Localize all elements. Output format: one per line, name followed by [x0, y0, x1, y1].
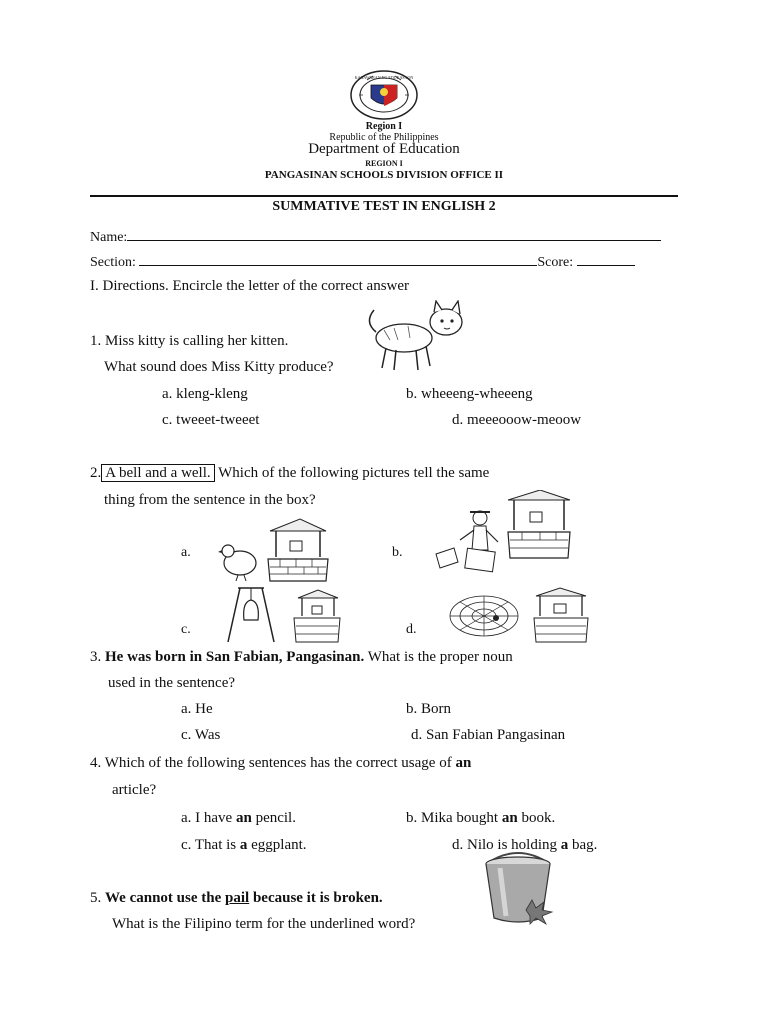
q4-b-end: book.: [517, 810, 556, 826]
q4-a-bold: an: [235, 810, 252, 826]
section-score-row: [90, 254, 635, 271]
name-label: Name:: [90, 230, 128, 245]
section-blank[interactable]: [139, 254, 537, 266]
q2-question: Which of the following pictures tell the same: [218, 465, 490, 481]
q1-option-d[interactable]: d. meeeooow-meoow: [452, 412, 582, 428]
header-divider: [90, 195, 678, 197]
q4-option-a[interactable]: [181, 810, 296, 827]
q4-c-bold: a: [239, 837, 248, 853]
q1-line2: What sound does Miss Kitty produce?: [104, 359, 334, 375]
region-caps-label: REGION I: [365, 159, 403, 168]
q3-option-c[interactable]: c. Was: [181, 727, 221, 743]
q4-d-text: d. Nilo is holding: [452, 837, 561, 853]
q4-line1: [90, 755, 471, 772]
q3-option-b[interactable]: b. Born: [406, 701, 451, 717]
division-label: PANGASINAN SCHOOLS DIVISION OFFICE II: [264, 169, 504, 181]
q4-c-text: c. That is: [181, 837, 240, 853]
q4-a-end: pencil.: [251, 810, 296, 826]
q5-sentence-end: because it is broken.: [249, 890, 383, 906]
q2-number: 2.: [90, 465, 102, 481]
q3-option-a[interactable]: a. He: [181, 701, 213, 717]
q1-option-b[interactable]: b. wheeeng-wheeeng: [406, 386, 533, 402]
q3-option-d[interactable]: d. San Fabian Pangasinan: [411, 727, 566, 743]
q2-boxed-sentence: A bell and a well.: [101, 464, 214, 482]
q3-line1: [90, 649, 513, 666]
deped-seal-logo: [349, 70, 419, 120]
q1-line1: 1. Miss kitty is calling her kitten.: [90, 333, 289, 349]
q5-sentence-start: We cannot use the: [105, 890, 225, 906]
bird-and-well-picture: [218, 517, 330, 583]
directions-text: I. Directions. Encircle the letter of the correct answer: [90, 278, 410, 294]
score-label: Score:: [537, 255, 574, 270]
q4-b-bold: an: [501, 810, 518, 826]
q5-line1: [90, 890, 383, 907]
q2-option-b[interactable]: b.: [392, 545, 403, 560]
q2-option-c[interactable]: c.: [181, 622, 191, 637]
q3-sentence: He was born in San Fabian, Pangasinan.: [105, 649, 365, 665]
section-label: Section:: [90, 255, 136, 270]
q2-option-a[interactable]: a.: [181, 545, 191, 560]
q1-option-c[interactable]: c. tweeet-tweeet: [162, 412, 260, 428]
man-and-well-picture: [430, 490, 580, 574]
test-title: SUMMATIVE TEST IN ENGLISH 2: [272, 199, 496, 214]
region-small-label: Region I: [365, 121, 403, 132]
cat-picture: [354, 300, 470, 372]
q4-option-c[interactable]: [181, 837, 307, 854]
bell-and-well-picture: [218, 586, 344, 644]
department-title: Department of Education: [308, 141, 460, 157]
q4-b-text: b. Mika bought: [406, 810, 502, 826]
q4-d-bold: a: [560, 837, 569, 853]
q5-underlined-word: pail: [225, 890, 250, 906]
q3-number: 3.: [90, 649, 102, 665]
q2-line1: [90, 465, 489, 482]
q4-a-text: a. I have: [181, 810, 236, 826]
q5-line2: What is the Filipino term for the underlined word?: [112, 916, 416, 932]
name-field[interactable]: [90, 229, 661, 246]
q3-question: What is the proper noun: [364, 649, 513, 665]
name-blank[interactable]: [127, 229, 661, 241]
web-and-well-picture: [444, 586, 592, 644]
q5-number: 5.: [90, 890, 105, 906]
q4-question: 4. Which of the following sentences has the correct usage of: [90, 755, 456, 771]
q3-line2: used in the sentence?: [108, 675, 236, 691]
q4-option-b[interactable]: [406, 810, 555, 827]
broken-pail-picture: [476, 850, 560, 926]
q2-option-d[interactable]: d.: [406, 622, 417, 637]
q4-article-word: an: [455, 755, 472, 771]
score-blank[interactable]: [577, 254, 635, 266]
q1-option-a[interactable]: a. kleng-kleng: [162, 386, 248, 402]
q4-c-end: eggplant.: [247, 837, 307, 853]
logo-ring-text: KAGAWARAN NG EDUKASYON: [354, 75, 414, 80]
q4-d-end: bag.: [568, 837, 598, 853]
q4-line2: article?: [112, 782, 157, 798]
q2-line2: thing from the sentence in the box?: [104, 492, 316, 508]
republic-label: Republic of the Philippines: [329, 132, 439, 143]
